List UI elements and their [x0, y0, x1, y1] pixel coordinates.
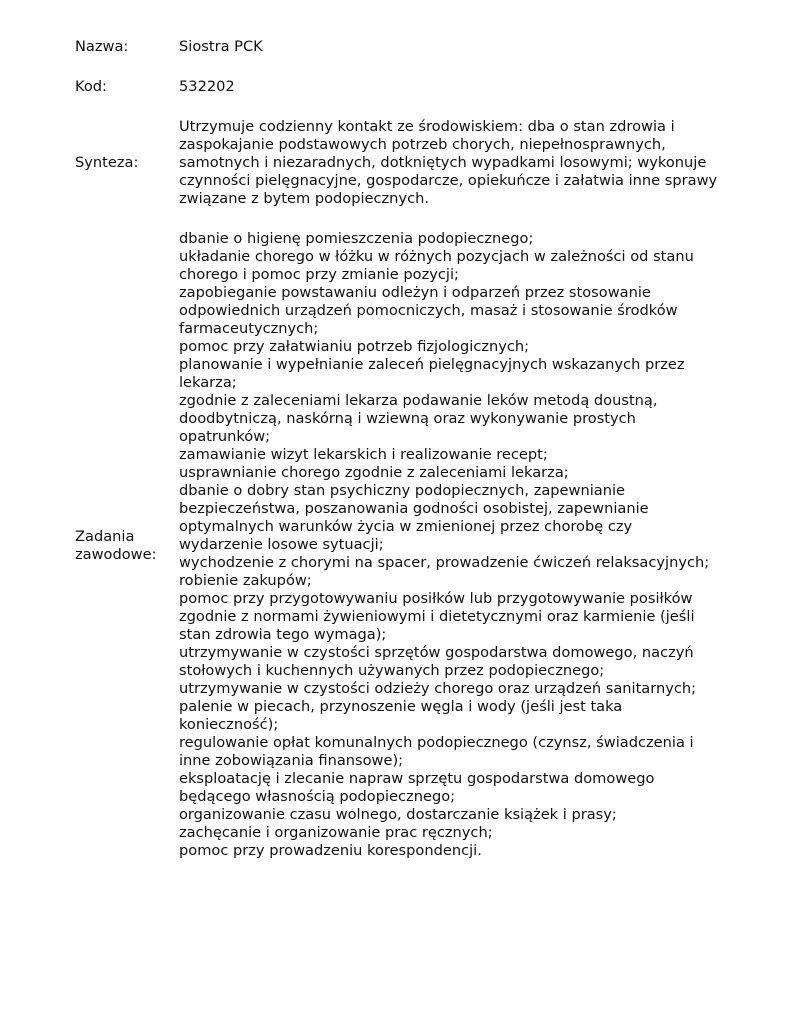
synthesis-line: związane z bytem podopiecznych. [179, 190, 429, 207]
task-line: palenie w piecach, przynoszenie węgla i wody (jeśli jest taka [179, 698, 623, 715]
tasks-row [0, 230, 791, 865]
task-line: bezpieczeństwa, poszanowania godności osobistej, zapewnianie [179, 500, 649, 517]
task-line: stan zdrowia tego wymaga); [179, 626, 387, 643]
code-value: 532202 [179, 78, 235, 95]
task-line: wychodzenie z chorymi na spacer, prowadzenie ćwiczeń relaksacyjnych; [179, 554, 710, 571]
task-line: utrzymywanie w czystości sprzętów gospodarstwa domowego, naczyń [179, 644, 694, 661]
task-line: chorego i pomoc przy zmianie pozycji; [179, 266, 459, 283]
task-line: zapobieganie powstawaniu odleżyn i odparzeń przez stosowanie [179, 284, 651, 301]
name-label: Nazwa: [75, 38, 129, 55]
task-line: doodbytniczą, naskórną i wziewną oraz wykonywanie prostych [179, 410, 636, 427]
task-line: inne zobowiązania finansowe); [179, 752, 404, 769]
code-label: Kod: [75, 78, 107, 95]
task-line: optymalnych warunków życia w zmienionej przez chorobę czy [179, 518, 633, 535]
task-line: opatrunków; [179, 428, 271, 445]
task-line: regulowanie opłat komunalnych podopiecznego (czynsz, świadczenia i [179, 734, 694, 751]
task-line: układanie chorego w łóżku w różnych pozycjach w zależności od stanu [179, 248, 694, 265]
task-line: dbanie o dobry stan psychiczny podopiecznych, zapewnianie [179, 482, 626, 499]
task-line: farmaceutycznych; [179, 320, 319, 337]
synthesis-label: Synteza: [75, 154, 139, 171]
task-line: odpowiednich urządzeń pomocniczych, masaż i stosowanie środków [179, 302, 678, 319]
name-value: Siostra PCK [179, 38, 263, 55]
name-row [0, 38, 791, 56]
task-line: lekarza; [179, 374, 237, 391]
synthesis-text [179, 118, 759, 208]
task-line: robienie zakupów; [179, 572, 312, 589]
task-line: zgodnie z normami żywieniowymi i dietetycznymi oraz karmienie (jeśli [179, 608, 695, 625]
task-line: eksploatację i zlecanie napraw sprzętu gospodarstwa domowego [179, 770, 655, 787]
task-line: planowanie i wypełnianie zaleceń pielęgnacyjnych wskazanych przez [179, 356, 685, 373]
task-line: dbanie o higienę pomieszczenia podopiecznego; [179, 230, 534, 247]
tasks-list [179, 230, 759, 860]
task-line: zamawianie wizyt lekarskich i realizowanie recept; [179, 446, 548, 463]
task-line: pomoc przy prowadzeniu korespondencji. [179, 842, 482, 859]
code-row [0, 78, 791, 96]
task-line: będącego własnością podopiecznego; [179, 788, 456, 805]
task-line: zachęcanie i organizowanie prac ręcznych; [179, 824, 493, 841]
tasks-label: Zadania zawodowe: [75, 528, 157, 563]
task-line: organizowanie czasu wolnego, dostarczanie książek i prasy; [179, 806, 617, 823]
task-line: usprawnianie chorego zgodnie z zaleceniami lekarza; [179, 464, 569, 481]
task-line: pomoc przy przygotowywaniu posiłków lub przygotowywanie posiłków [179, 590, 693, 607]
synthesis-line: samotnych i niezaradnych, dotkniętych wypadkami losowymi; wykonuje [179, 154, 707, 171]
task-line: utrzymywanie w czystości odzieży chorego oraz urządzeń sanitarnych; [179, 680, 697, 697]
synthesis-row [0, 118, 791, 208]
task-line: zgodnie z zaleceniami lekarza podawanie leków metodą doustną, [179, 392, 658, 409]
synthesis-line: Utrzymuje codzienny kontakt ze środowiskiem: dba o stan zdrowia i [179, 118, 675, 135]
task-line: stołowych i kuchennych używanych przez podopiecznego; [179, 662, 605, 679]
synthesis-line: zaspokajanie podstawowych potrzeb chorych, niepełnosprawnych, [179, 136, 666, 153]
task-line: konieczność); [179, 716, 279, 733]
task-line: wydarzenie losowe sytuacji; [179, 536, 384, 553]
synthesis-line: czynności pielęgnacyjne, gospodarcze, opiekuńcze i załatwia inne sprawy [179, 172, 718, 189]
task-line: pomoc przy załatwianiu potrzeb fizjologicznych; [179, 338, 530, 355]
